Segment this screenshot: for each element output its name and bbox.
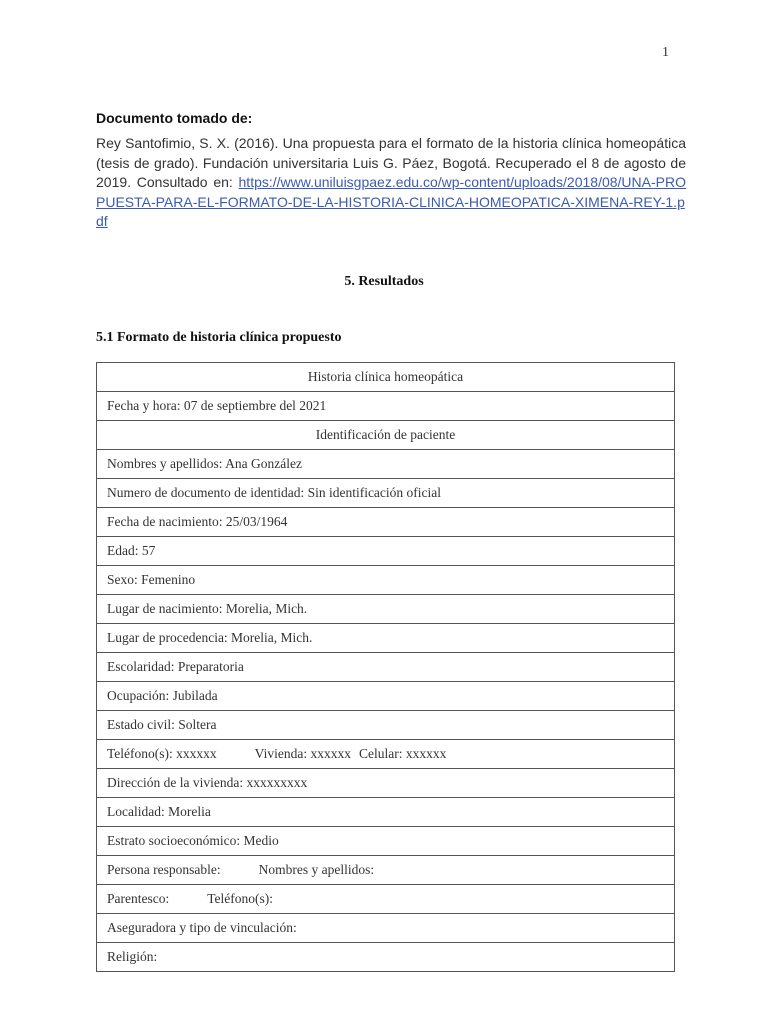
citation-text: Rey Santofimio, S. X. (2016). Una propuesta para el formato de la historia clínica homeopática (tesis de grado). Fundación universitaria Luis G. Páez, Bogotá. Recuperado el 8 de agosto de 2019. Consultado en:	[96, 135, 686, 190]
religion-field: Religión:	[97, 943, 675, 972]
table-row	[97, 653, 675, 682]
age-field: Edad: 57	[97, 537, 675, 566]
date-field: Fecha y hora: 07 de septiembre del 2021	[97, 392, 675, 421]
responsible-names-field: Nombres y apellidos:	[258, 862, 375, 877]
table-row	[97, 508, 675, 537]
socioeconomic-field: Estrato socioeconómico: Medio	[97, 827, 675, 856]
home-phone-field: Vivienda: xxxxxx	[254, 746, 351, 761]
table-row	[97, 392, 675, 421]
table-row	[97, 856, 675, 885]
citation	[96, 134, 686, 232]
responsible-field: Persona responsable:	[107, 862, 221, 877]
birth-place-field: Lugar de nacimiento: Morelia, Mich.	[97, 595, 675, 624]
phones-row	[97, 740, 675, 769]
clinical-history-form	[96, 362, 675, 972]
responsible-row	[97, 856, 675, 885]
kinship-phone-field: Teléfono(s):	[207, 891, 274, 906]
table-row	[97, 711, 675, 740]
subsection-title: 5.1 Formato de historia clínica propuesto	[96, 330, 342, 345]
table-row	[97, 740, 675, 769]
table-row	[97, 566, 675, 595]
table-row	[97, 885, 675, 914]
origin-place-field: Lugar de procedencia: Morelia, Mich.	[97, 624, 675, 653]
table-row	[97, 914, 675, 943]
table-row	[97, 537, 675, 566]
table-row	[97, 363, 675, 392]
phone-field: Teléfono(s): xxxxxx	[107, 746, 217, 761]
kinship-row	[97, 885, 675, 914]
insurer-field: Aseguradora y tipo de vinculación:	[97, 914, 675, 943]
cell-phone-field: Celular: xxxxxx	[358, 746, 447, 761]
table-row	[97, 798, 675, 827]
table-row	[97, 450, 675, 479]
table-row	[97, 769, 675, 798]
locality-field: Localidad: Morelia	[97, 798, 675, 827]
patient-header: Identificación de paciente	[97, 421, 675, 450]
schooling-field: Escolaridad: Preparatoria	[97, 653, 675, 682]
page-number: 1	[662, 45, 669, 60]
table-row	[97, 595, 675, 624]
table-row	[97, 943, 675, 972]
table-row	[97, 827, 675, 856]
form-title: Historia clínica homeopática	[97, 363, 675, 392]
table-row	[97, 421, 675, 450]
document-id-field: Numero de documento de identidad: Sin identificación oficial	[97, 479, 675, 508]
table-row	[97, 682, 675, 711]
names-field: Nombres y apellidos: Ana González	[97, 450, 675, 479]
birth-date-field: Fecha de nacimiento: 25/03/1964	[97, 508, 675, 537]
source-heading: Documento tomado de:	[96, 110, 253, 126]
address-field: Dirección de la vivienda: xxxxxxxxx	[97, 769, 675, 798]
table-row	[97, 479, 675, 508]
civil-status-field: Estado civil: Soltera	[97, 711, 675, 740]
table-row	[97, 624, 675, 653]
sex-field: Sexo: Femenino	[97, 566, 675, 595]
occupation-field: Ocupación: Jubilada	[97, 682, 675, 711]
citation-link[interactable]: https://www.uniluisgpaez.edu.co/wp-content/uploads/2018/08/UNA-PROPUESTA-PARA-EL-FORMATO-DE-LA-HISTORIA-CLINICA-HOMEOPATICA-XIMENA-REY-1.pdf	[96, 174, 686, 229]
kinship-field: Parentesco:	[107, 891, 170, 906]
section-title: 5. Resultados	[344, 274, 424, 289]
